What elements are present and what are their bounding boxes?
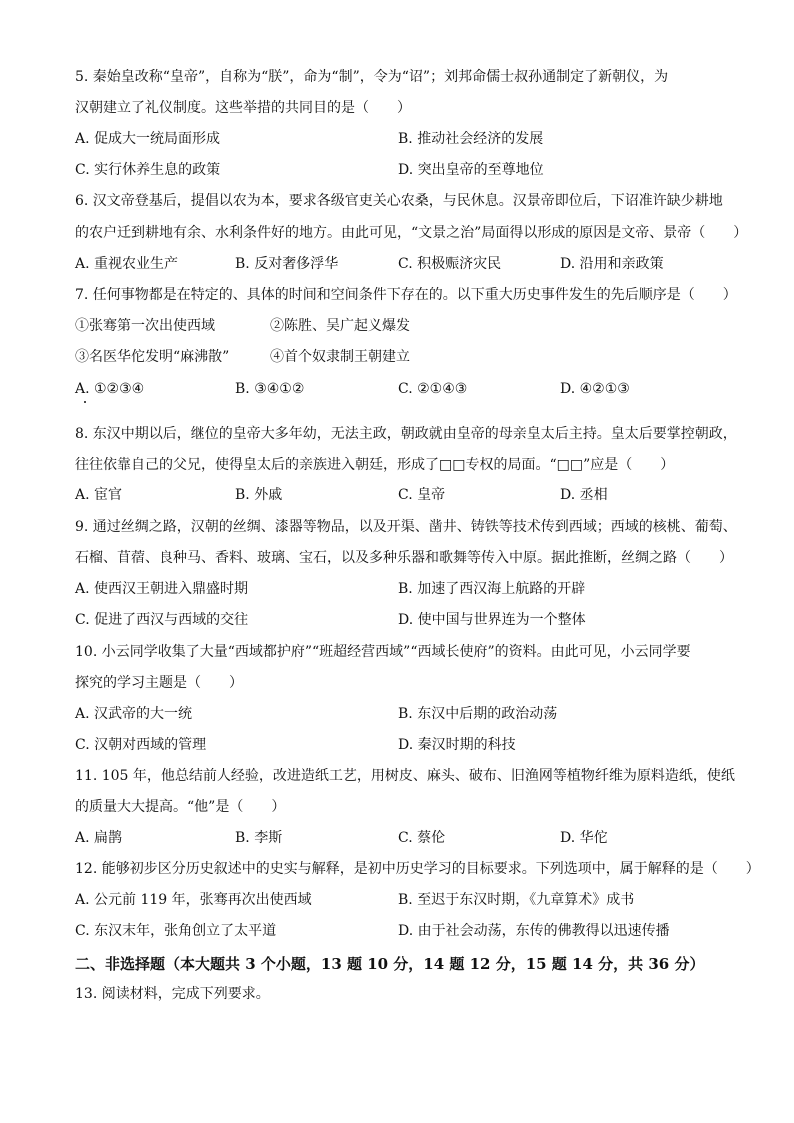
stray-dot-mark bbox=[84, 401, 86, 403]
q12-stem-line1: 12. 能够初步区分历史叙述中的史实与解释，是初中历史学习的目标要求。下列选项中，属于解释的是（ ） bbox=[75, 861, 760, 877]
q5-option-d: D. 突出皇帝的至尊地位 bbox=[398, 162, 544, 178]
q9-option-a: A. 使西汉王朝进入鼎盛时期 bbox=[75, 581, 249, 597]
q11-stem-line1: 11. 105 年，他总结前人经验，改进造纸工艺，用树皮、麻头、破布、旧渔网等植物纤维为原料造纸，使纸 bbox=[75, 768, 735, 784]
q12-option-c: C. 东汉末年，张角创立了太平道 bbox=[75, 923, 277, 939]
q10-option-d: D. 秦汉时期的科技 bbox=[398, 737, 516, 753]
q12-option-b: B. 至迟于东汉时期，《九章算术》成书 bbox=[398, 892, 635, 908]
q7-stem-line1: 7. 任何事物都是在特定的、具体的时间和空间条件下存在的。以下重大历史事件发生的先后顺序是（ ） bbox=[75, 287, 737, 303]
q5-option-a: A. 促成大一统局面形成 bbox=[75, 131, 221, 147]
q7-item-1: ①张骞第一次出使西域 bbox=[75, 318, 215, 334]
q8-option-d: D. 丞相 bbox=[560, 487, 608, 503]
q7-option-a: A. ①②③④ bbox=[75, 381, 145, 397]
q10-option-a: A. 汉武帝的大一统 bbox=[75, 706, 193, 722]
q7-option-b: B. ③④①② bbox=[235, 381, 305, 397]
q5-option-b: B. 推动社会经济的发展 bbox=[398, 131, 544, 147]
q7-item-4: ④首个奴隶制王朝建立 bbox=[270, 349, 410, 365]
q8-option-c: C. 皇帝 bbox=[398, 487, 446, 503]
q5-option-c: C. 实行休养生息的政策 bbox=[75, 162, 221, 178]
q7-item-3: ③名医华佗发明“麻沸散” bbox=[75, 349, 230, 365]
q5-stem-line1: 5. 秦始皇改称“皇帝”，自称为“朕”，命为“制”，令为“诏”；刘邦命儒士叔孙通制定了新朝仪，为 bbox=[75, 69, 669, 85]
q12-option-d: D. 由于社会动荡，东传的佛教得以迅速传播 bbox=[398, 923, 670, 939]
q10-option-c: C. 汉朝对西域的管理 bbox=[75, 737, 207, 753]
q11-option-c: C. 蔡伦 bbox=[398, 830, 446, 846]
q7-option-c: C. ②①④③ bbox=[398, 381, 468, 397]
q6-stem-line2: 的农户迁到耕地有余、水利条件好的地方。由此可见，“文景之治”局面得以形成的原因是文帝、景帝（ ） bbox=[75, 225, 748, 241]
q11-option-b: B. 李斯 bbox=[235, 830, 283, 846]
q6-option-a: A. 重视农业生产 bbox=[75, 256, 179, 272]
q10-stem-line2: 探究的学习主题是（ ） bbox=[75, 675, 243, 691]
q6-option-d: D. 沿用和亲政策 bbox=[560, 256, 664, 272]
q6-option-c: C. 积极赈济灾民 bbox=[398, 256, 502, 272]
q8-option-a: A. 宦官 bbox=[75, 487, 123, 503]
q10-stem-line1: 10. 小云同学收集了大量“西域都护府”“班超经营西域”“西域长使府”的资料。由此可见，小云同学要 bbox=[75, 644, 691, 660]
q12-option-a: A. 公元前 119 年，张骞再次出使西域 bbox=[75, 892, 312, 908]
q9-stem-line2: 石榴、苜蓿、良种马、香料、玻璃、宝石，以及多种乐器和歌舞等传入中原。据此推断，丝绸之路（ ） bbox=[75, 550, 733, 566]
q9-option-c: C. 促进了西汉与西域的交往 bbox=[75, 612, 249, 628]
q8-stem-line2: 往往依靠自己的父兄，使得皇太后的亲族进入朝廷，形成了□□专权的局面。“□□”应是（ ） bbox=[75, 457, 675, 473]
q11-stem-line2: 的质量大大提高。“他”是（ ） bbox=[75, 799, 286, 815]
q13-stem-line1: 13. 阅读材料，完成下列要求。 bbox=[75, 986, 270, 1002]
q9-option-d: D. 使中国与世界连为一个整体 bbox=[398, 612, 586, 628]
q11-option-a: A. 扁鹊 bbox=[75, 830, 123, 846]
q6-stem-line1: 6. 汉文帝登基后，提倡以农为本，要求各级官吏关心农桑，与民休息。汉景帝即位后，下诏准许缺少耕地 bbox=[75, 193, 723, 209]
q7-option-d: D. ④②①③ bbox=[560, 381, 630, 397]
section-heading-nonchoice: 二、非选择题（本大题共 3 个小题，13 题 10 分，14 题 12 分，15 题 14 分，共 36 分） bbox=[75, 955, 705, 973]
q9-stem-line1: 9. 通过丝绸之路，汉朝的丝绸、漆器等物品，以及开渠、凿井、铸铁等技术传到西域；西域的核桃、葡萄、 bbox=[75, 519, 737, 535]
q6-option-b: B. 反对奢侈浮华 bbox=[235, 256, 339, 272]
q7-item-2: ②陈胜、吴广起义爆发 bbox=[270, 318, 410, 334]
q9-option-b: B. 加速了西汉海上航路的开辟 bbox=[398, 581, 586, 597]
q8-stem-line1: 8. 东汉中期以后，继位的皇帝大多年幼，无法主政，朝政就由皇帝的母亲皇太后主持。皇太后要掌控朝政， bbox=[75, 426, 737, 442]
q11-option-d: D. 华佗 bbox=[560, 830, 608, 846]
q5-stem-line2: 汉朝建立了礼仪制度。这些举措的共同目的是（ ） bbox=[75, 100, 411, 116]
q8-option-b: B. 外戚 bbox=[235, 487, 283, 503]
q10-option-b: B. 东汉中后期的政治动荡 bbox=[398, 706, 558, 722]
